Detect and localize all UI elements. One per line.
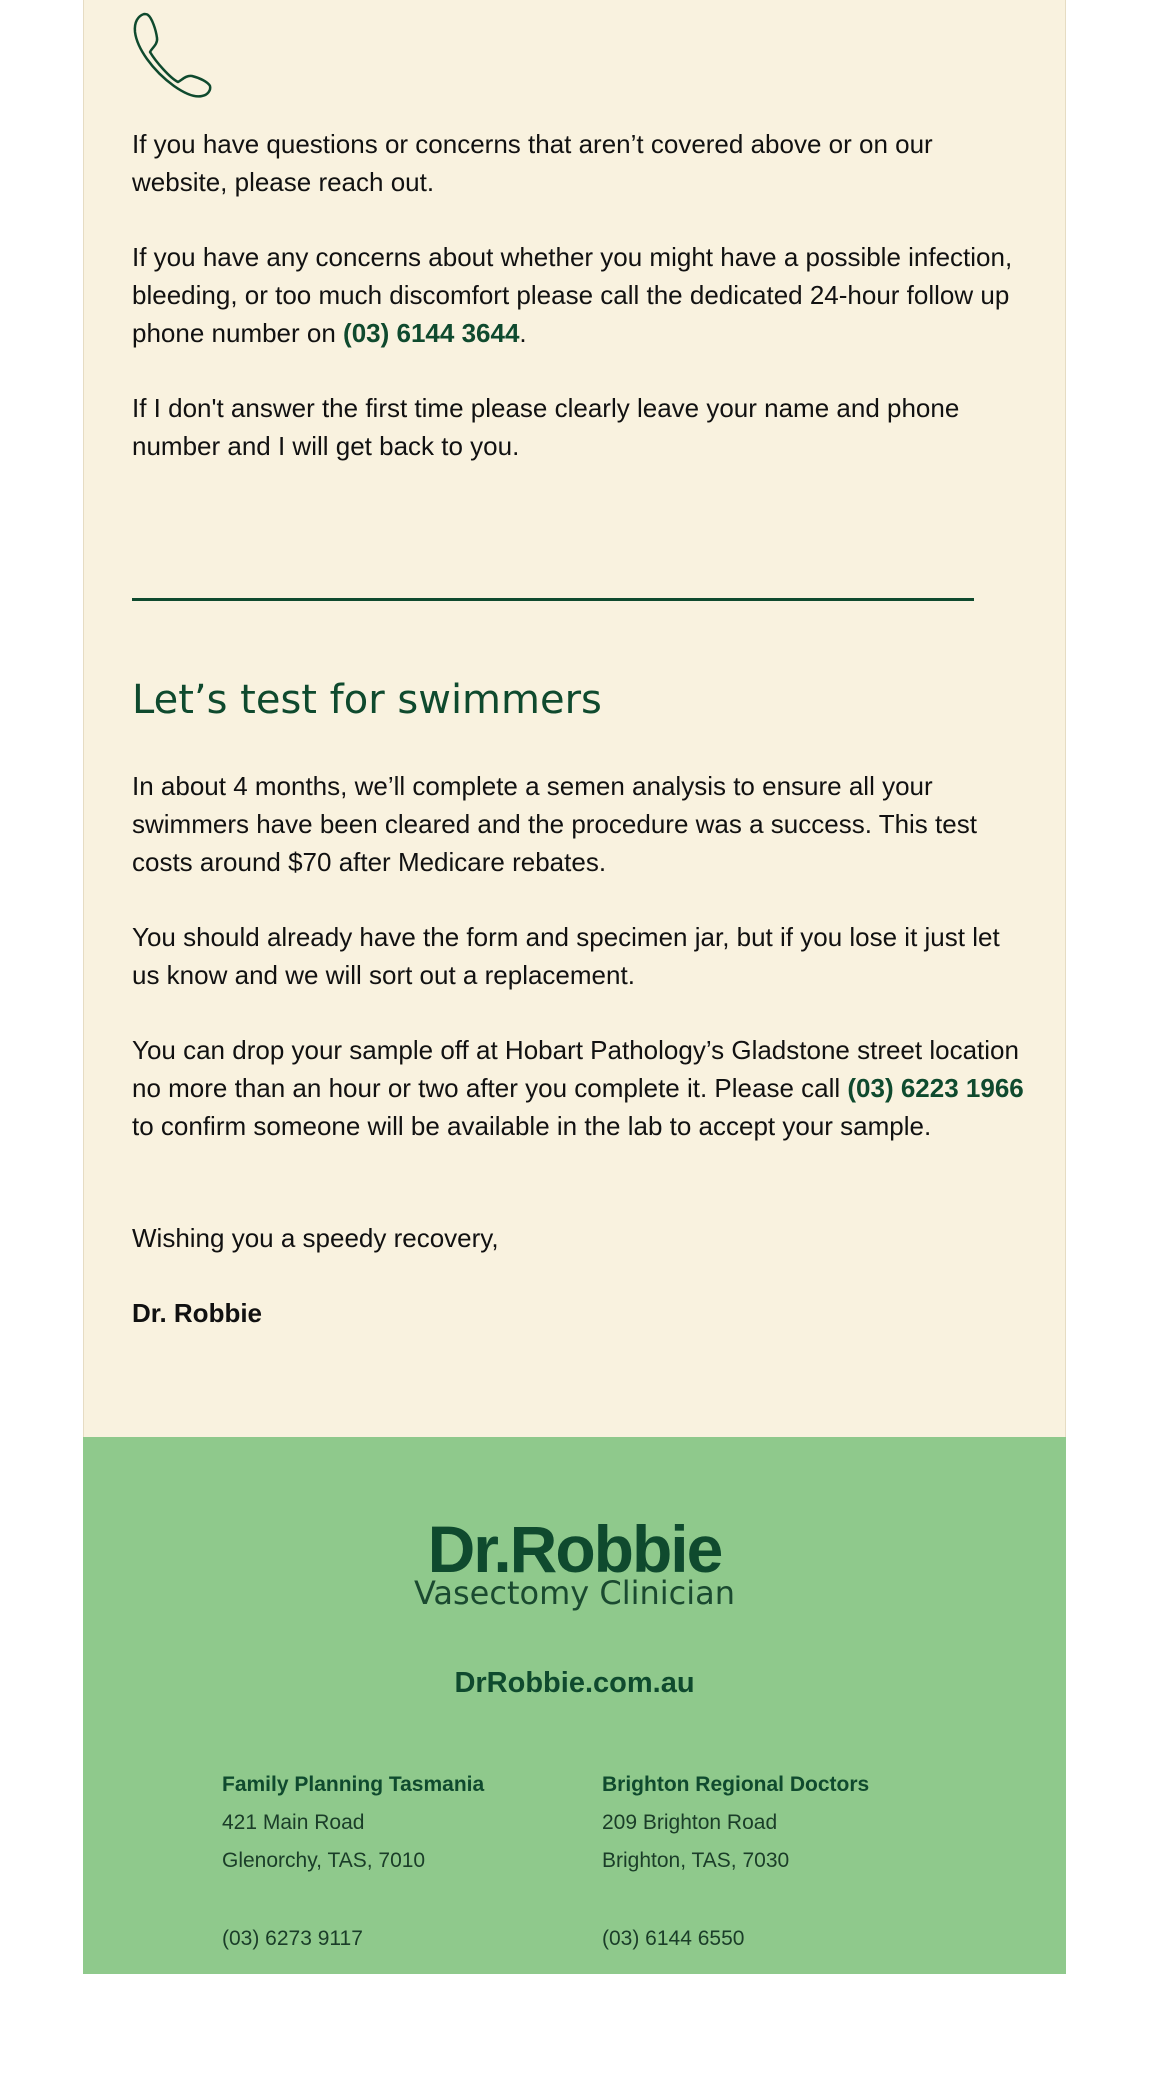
section-divider	[132, 598, 974, 601]
clinic-phone-link[interactable]: (03) 6273 9117	[222, 1927, 363, 1950]
clinic-address-line-2: Glenorchy, TAS, 7010	[222, 1849, 426, 1872]
clinic-name: Family Planning Tasmania	[222, 1773, 485, 1796]
email-body	[83, 0, 1066, 1437]
clinic-card	[602, 1771, 962, 1950]
intro-paragraph: If you have questions or concerns that aren’t covered above or on our website, please reach out.	[132, 129, 933, 197]
analysis-paragraph: In about 4 months, we’ll complete a semen analysis to ensure all your swimmers have been cleared and the procedure was a success. This test costs around $70 after Medicare rebates.	[132, 771, 977, 877]
email-footer	[83, 1437, 1066, 1974]
concerns-paragraph	[132, 238, 1032, 352]
logo-subtitle: Vasectomy Clinician	[413, 1574, 736, 1612]
signature: Dr. Robbie	[132, 1298, 263, 1328]
clinic-phone-link[interactable]: (03) 6144 6550	[602, 1927, 745, 1950]
form-paragraph: You should already have the form and specimen jar, but if you lose it just let us know and we will sort out a replacement.	[132, 922, 1000, 990]
dropoff-text-end: to confirm someone will be available in the lab to accept your sample.	[132, 1111, 932, 1141]
section-heading: Let’s test for swimmers	[132, 677, 602, 723]
phone-icon	[130, 10, 220, 100]
clinic-address-line-2: Brighton, TAS, 7030	[602, 1849, 790, 1872]
concerns-text-end: .	[519, 318, 527, 348]
clinic-address-line-1: 209 Brighton Road	[602, 1811, 778, 1834]
clinic-name: Brighton Regional Doctors	[602, 1773, 870, 1796]
pathology-phone-link[interactable]: (03) 6223 1966	[847, 1073, 1024, 1103]
clinic-card	[222, 1771, 582, 1950]
email-container	[83, 0, 1066, 1974]
dropoff-text: You can drop your sample off at Hobart Pathology’s Gladstone street location no more than an hour or two after you complete it. Please call	[132, 1035, 1019, 1103]
closing-line: Wishing you a speedy recovery,	[132, 1223, 499, 1253]
voicemail-paragraph: If I don't answer the first time please clearly leave your name and phone number and I will get back to you.	[132, 393, 960, 461]
logo-wordmark: Dr.Robbie	[427, 1512, 722, 1586]
clinic-address-line-1: 421 Main Road	[222, 1811, 365, 1834]
followup-phone-link[interactable]: (03) 6144 3644	[343, 318, 520, 348]
dropoff-paragraph	[132, 1031, 1032, 1145]
concerns-text: If you have any concerns about whether you might have a possible infection, bleeding, or too much discomfort please call the dedicated 24-hour follow up phone number on	[132, 242, 1013, 348]
website-link[interactable]: DrRobbie.com.au	[454, 1667, 695, 1699]
